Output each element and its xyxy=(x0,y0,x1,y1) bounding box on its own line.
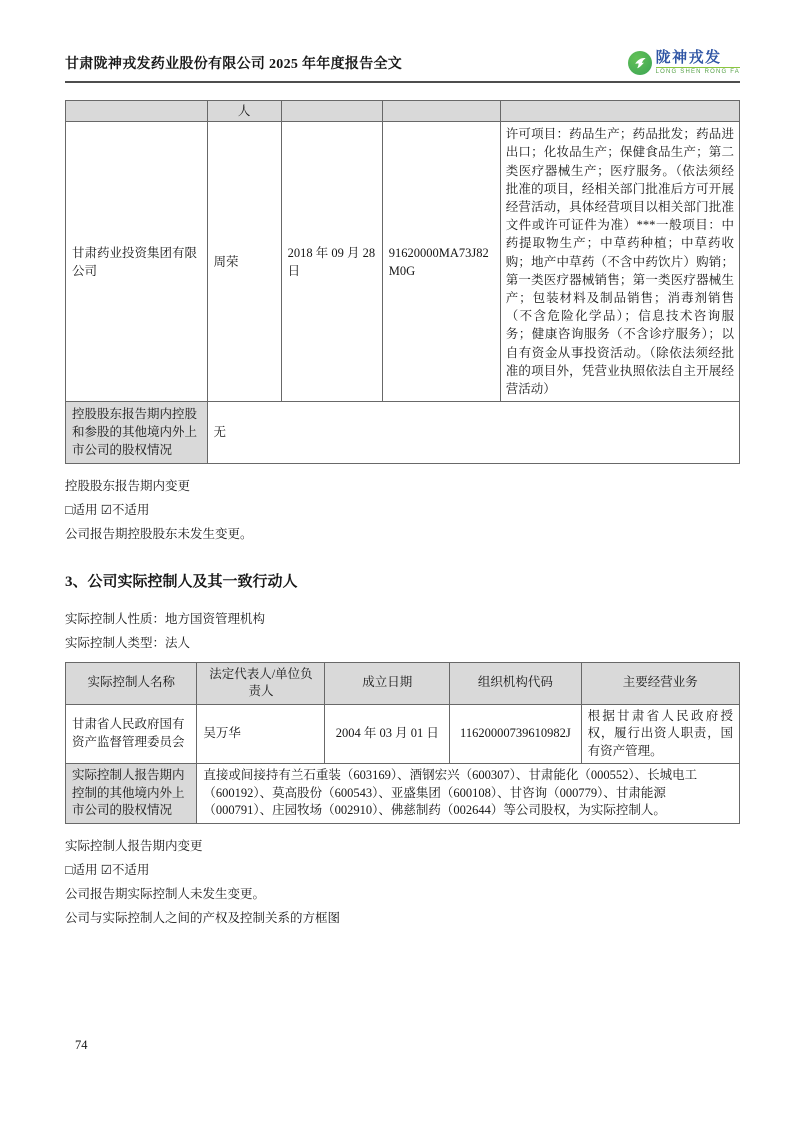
controller-applicability-line xyxy=(65,861,740,879)
shareholder-change-note: 公司报告期控股股东未发生变更。 xyxy=(65,526,253,541)
not-applicable-checkbox: ☑不适用 xyxy=(100,862,150,877)
document-header xyxy=(65,50,740,83)
controller-type-line: 实际控制人类型：法人 xyxy=(65,635,191,650)
header-cell-ren: 人 xyxy=(207,101,281,122)
other-holdings-label: 控股股东报告期内控股和参股的其他境内外上市公司的股权情况 xyxy=(66,402,208,463)
header-org-code: 组织机构代码 xyxy=(450,662,581,704)
controller-org-code-cell: 11620000739610982J xyxy=(450,704,581,764)
controller-holdings-row xyxy=(66,764,740,824)
shareholder-applicability-line xyxy=(65,501,740,519)
logo-chinese-name: 陇神戎发 xyxy=(655,49,722,66)
other-holdings-value: 无 xyxy=(207,402,739,463)
controller-change-title: 实际控制人报告期内变更 xyxy=(65,838,203,853)
logo-english-name: LONG SHEN RONG FA xyxy=(655,69,740,75)
controller-nature-line: 实际控制人性质：地方国资管理机构 xyxy=(65,611,266,626)
applicable-checkbox: □适用 xyxy=(65,862,98,877)
header-main-business: 主要经营业务 xyxy=(581,662,739,704)
header-cell-empty xyxy=(382,101,500,122)
establish-date-cell: 2018 年 09 月 28 日 xyxy=(281,122,382,402)
controller-row xyxy=(66,704,740,764)
shareholder-change-title: 控股股东报告期内变更 xyxy=(65,478,191,493)
controller-holdings-value: 直接或间接持有兰石重装（603169）、酒钢宏兴（600307）、甘肃能化（000552）、长城电工（600192）、莫高股份（600543）、亚盛集团（600108）、甘咨询（000779）、甘肃能源（000791）、庄园牧场（002910）、佛慈制药（002644）等公司股权，为实际控制人。 xyxy=(197,764,740,824)
page-number: 74 xyxy=(75,1038,88,1052)
controller-legal-rep-cell: 吴万华 xyxy=(197,704,325,764)
logo-bird-icon xyxy=(628,51,652,75)
controller-name-cell: 甘肃省人民政府国有资产监督管理委员会 xyxy=(66,704,197,764)
controller-main-business-cell: 根据甘肃省人民政府授权，履行出资人职责，国有资产管理。 xyxy=(581,704,739,764)
actual-controller-table xyxy=(65,662,740,824)
not-applicable-checkbox: ☑不适用 xyxy=(100,502,150,517)
shareholder-name-cell: 甘肃药业投资集团有限公司 xyxy=(66,122,208,402)
org-code-cell: 91620000MA73J82M0G xyxy=(382,122,500,402)
logo-wordmark xyxy=(656,50,740,75)
header-controller-name: 实际控制人名称 xyxy=(66,662,197,704)
controller-change-note: 公司报告期实际控制人未发生变更。 xyxy=(65,886,266,901)
main-business-cell: 许可项目：药品生产；药品批发；药品进出口；化妆品生产；保健食品生产；第二类医疗器械生产；医疗服务。（依法须经批准的项目，经相关部门批准后方可开展经营活动，具体经营项目以相关部门批准文件或许可证件为准）***一般项目：中药提取物生产；中草药种植；中草药收购；地产中草药（不含中药饮片）购销；第一类医疗器械销售；第一类医疗器械生产；包装材料及制品销售；消毒剂销售（不含危险化学品）；信息技术咨询服务；健康咨询服务（不含诊疗服务）；以自有资金从事投资活动。（除依法须经批准的项目外，凭营业执照依法自主开展经营活动） xyxy=(500,122,739,402)
header-cell-empty xyxy=(66,101,208,122)
document-title: 甘肃陇神戎发药业股份有限公司 2025 年年度报告全文 xyxy=(65,57,403,72)
applicable-checkbox: □适用 xyxy=(65,502,98,517)
table-continued-header-row xyxy=(66,101,740,122)
controller-table-header-row xyxy=(66,662,740,704)
controller-establish-date-cell: 2004 年 03 月 01 日 xyxy=(325,704,450,764)
company-logo xyxy=(628,50,740,75)
header-establish-date: 成立日期 xyxy=(325,662,450,704)
shareholder-row xyxy=(66,122,740,402)
controlling-shareholder-table xyxy=(65,100,740,464)
header-legal-representative: 法定代表人/单位负责人 xyxy=(197,662,325,704)
header-cell-empty xyxy=(281,101,382,122)
ownership-diagram-caption: 公司与实际控制人之间的产权及控制关系的方框图 xyxy=(65,910,341,925)
header-cell-empty xyxy=(500,101,739,122)
section-heading-actual-controller: 3、公司实际控制人及其一致行动人 xyxy=(65,573,298,590)
other-holdings-row xyxy=(66,402,740,463)
legal-representative-cell: 周荣 xyxy=(207,122,281,402)
controller-holdings-label: 实际控制人报告期内控制的其他境内外上市公司的股权情况 xyxy=(66,764,197,824)
